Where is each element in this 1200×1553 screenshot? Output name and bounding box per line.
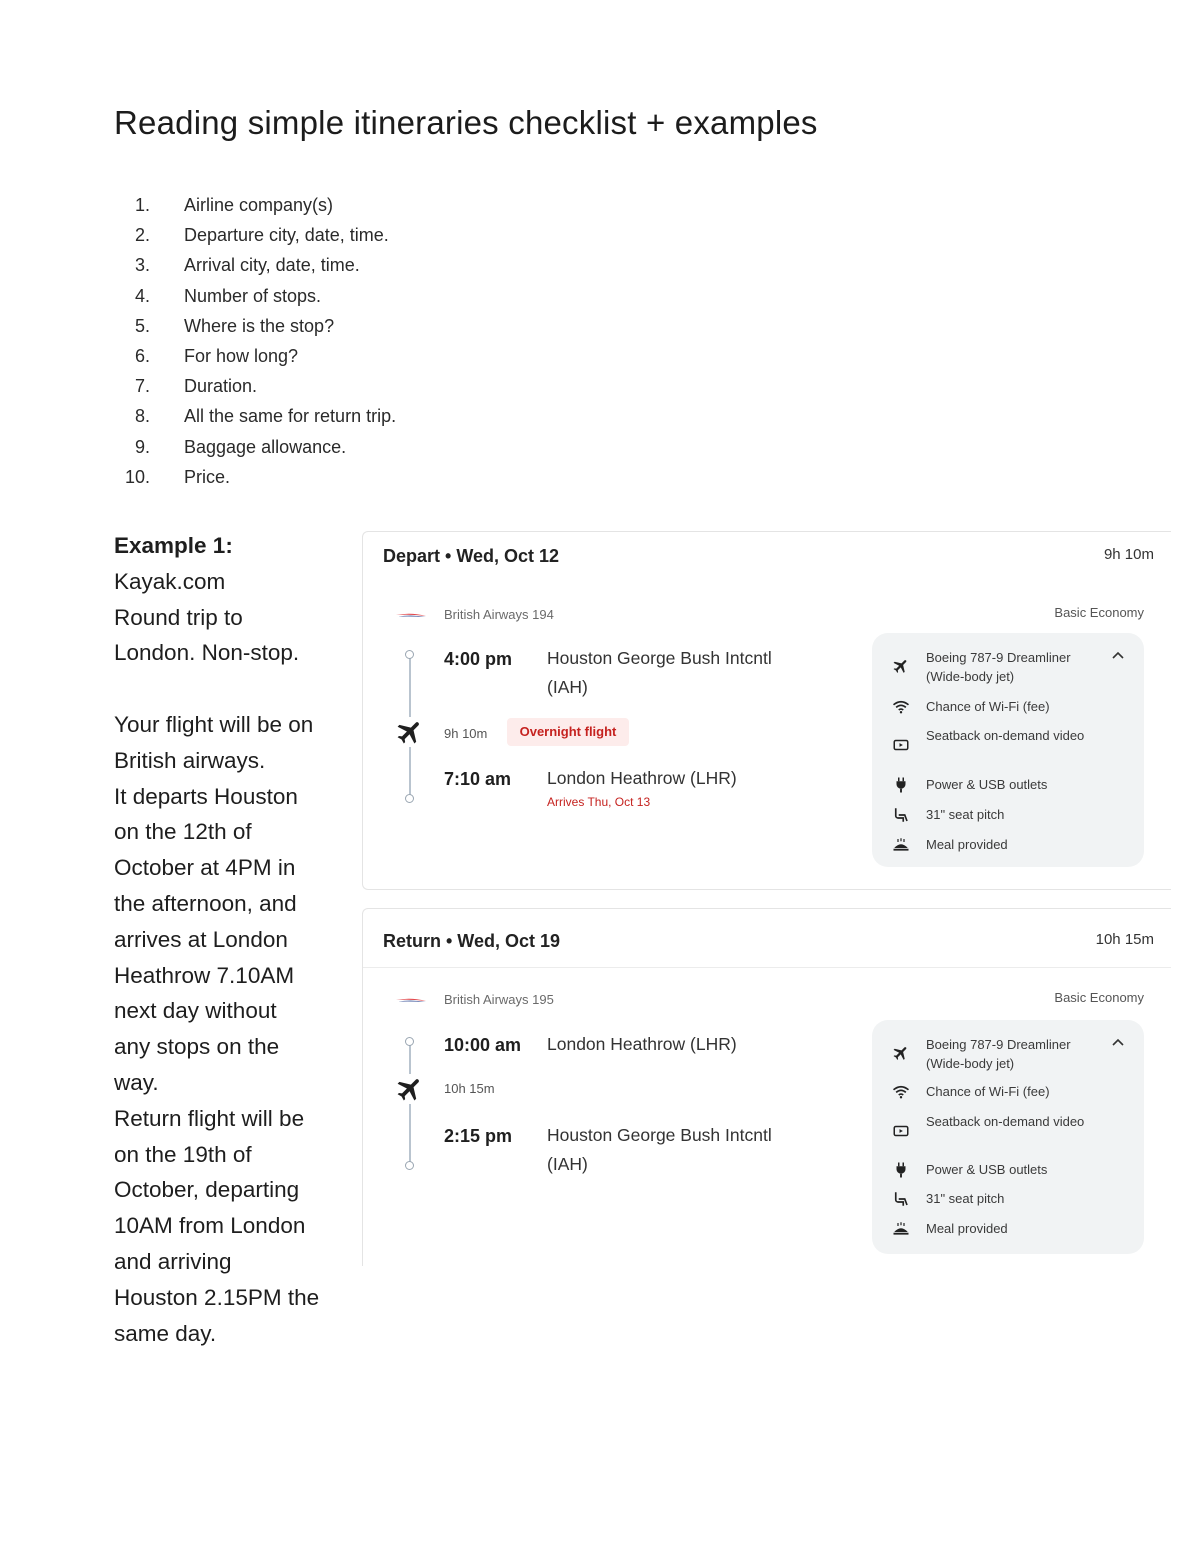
- list-number: 5.: [134, 315, 150, 336]
- example-line: way.: [114, 1069, 159, 1095]
- example-line: Houston 2.15PM the: [114, 1284, 320, 1310]
- list-text: Where is the stop?: [184, 315, 335, 336]
- return-flight-card[interactable]: [362, 908, 1171, 1266]
- example-line: Your flight will be on: [114, 711, 314, 737]
- amenity-label: Power & USB outlets: [926, 1162, 1048, 1177]
- example-line: any stops on the: [114, 1034, 280, 1060]
- example-line: Heathrow 7.10AM: [114, 962, 295, 988]
- overnight-badge: Overnight flight: [507, 718, 629, 746]
- fare-class: Basic Economy: [1054, 605, 1144, 620]
- arrival-time: 2:15 pm: [444, 1126, 513, 1146]
- meal-icon: [892, 836, 910, 854]
- airplane-icon: [395, 717, 425, 747]
- arrival-time: 7:10 am: [444, 769, 512, 789]
- amenity-label: 31" seat pitch: [926, 807, 1005, 822]
- screen-icon: [892, 736, 910, 754]
- list-number: 10.: [124, 466, 150, 487]
- amenity-label: 31" seat pitch: [926, 1191, 1005, 1206]
- amenity-label: Chance of Wi-Fi (fee): [926, 1084, 1050, 1099]
- list-item: [114, 220, 389, 250]
- list-text: Baggage allowance.: [184, 436, 347, 457]
- example-line: Round trip to: [114, 604, 243, 630]
- list-text: Price.: [184, 466, 231, 487]
- arrival-dot: [405, 794, 414, 803]
- amenities-panel[interactable]: [872, 1020, 1144, 1254]
- list-number: 8.: [134, 406, 150, 427]
- amenity-label: Power & USB outlets: [926, 777, 1048, 792]
- amenity-label: Chance of Wi-Fi (fee): [926, 699, 1050, 714]
- departure-airport: London Heathrow (LHR): [547, 1034, 737, 1054]
- meal-icon: [892, 1220, 910, 1238]
- chevron-up-icon[interactable]: [1112, 1038, 1124, 1046]
- return-label: Return • Wed, Oct 19: [383, 931, 561, 951]
- list-item: [114, 401, 397, 431]
- airline-name: British Airways 194: [444, 607, 554, 622]
- amenity-label: Meal provided: [926, 837, 1008, 852]
- fare-class: Basic Economy: [1054, 990, 1144, 1005]
- power-plug-icon: [892, 1161, 910, 1179]
- airplane-icon: [892, 1044, 910, 1062]
- list-item: [114, 341, 299, 371]
- list-item: [114, 371, 258, 401]
- depart-header[interactable]: [363, 532, 1171, 590]
- departure-dot: [405, 650, 414, 659]
- return-total-duration: 10h 15m: [1095, 931, 1154, 948]
- example-heading: Example 1:: [114, 533, 233, 558]
- list-item: [114, 250, 360, 280]
- power-plug-icon: [892, 776, 910, 794]
- list-item: [114, 462, 231, 492]
- example-line: arrives at London: [114, 926, 288, 952]
- arrival-airport: London Heathrow (LHR): [547, 768, 737, 788]
- amenity-label: Meal provided: [926, 1221, 1008, 1236]
- flight-duration: 9h 10m: [444, 726, 488, 741]
- arrival-dot: [405, 1161, 414, 1170]
- list-text: Arrival city, date, time.: [184, 255, 360, 276]
- wifi-icon: [892, 698, 910, 716]
- list-number: 7.: [134, 376, 150, 397]
- example-line: next day without: [114, 998, 277, 1024]
- list-item: [114, 190, 334, 220]
- arrival-airport: Houston George Bush Intcntl (IAH): [547, 1125, 772, 1174]
- depart-flight-card[interactable]: [362, 531, 1171, 890]
- departure-airport: Houston George Bush Intcntl (IAH): [547, 648, 772, 697]
- wifi-icon: [892, 1083, 910, 1101]
- flight-duration: 10h 15m: [444, 1081, 495, 1096]
- paragraph-gap: [114, 671, 354, 707]
- return-header[interactable]: [363, 909, 1171, 968]
- list-item: [114, 281, 322, 311]
- seat-icon: [892, 806, 910, 824]
- british-airways-logo-icon: [396, 613, 426, 619]
- example-line: British airways.: [114, 747, 266, 773]
- example-line: same day.: [114, 1320, 217, 1346]
- list-text: Number of stops.: [184, 285, 322, 306]
- example-line: 10AM from London: [114, 1213, 306, 1239]
- list-text: All the same for return trip.: [184, 406, 397, 427]
- airline-row: [363, 604, 1171, 628]
- example-line: on the 12th of: [114, 819, 252, 845]
- list-item: [114, 311, 335, 341]
- departure-time: 4:00 pm: [444, 649, 513, 669]
- checklist: [114, 190, 397, 492]
- british-airways-logo-icon: [396, 998, 426, 1004]
- list-text: Duration.: [184, 376, 258, 397]
- departure-time: 10:00 am: [444, 1035, 522, 1055]
- airplane-icon: [892, 657, 910, 675]
- list-number: 1.: [134, 195, 150, 215]
- departure-dot: [405, 1037, 414, 1046]
- example-line: October at 4PM in: [114, 855, 296, 881]
- depart-label: Depart • Wed, Oct 12: [383, 546, 560, 566]
- example-text: [114, 528, 354, 1351]
- timeline-line: [409, 1045, 411, 1165]
- depart-total-duration: 9h 10m: [1103, 546, 1154, 563]
- example-line: Return flight will be: [114, 1105, 305, 1131]
- list-text: Airline company(s): [184, 195, 334, 215]
- list-text: Departure city, date, time.: [184, 225, 389, 246]
- screen-icon: [892, 1122, 910, 1140]
- amenity-label: Boeing 787-9 Dreamliner (Wide-body jet): [926, 650, 1071, 684]
- list-item: [114, 432, 347, 462]
- list-text: For how long?: [184, 345, 299, 366]
- example-line: October, departing: [114, 1177, 300, 1203]
- page-title: Reading simple itineraries checklist + examples: [114, 104, 818, 141]
- example-line: It departs Houston: [114, 783, 298, 809]
- list-number: 9.: [134, 436, 150, 457]
- seat-icon: [892, 1190, 910, 1208]
- arrives-next-day-note: Arrives Thu, Oct 13: [547, 795, 651, 809]
- amenity-label: Seatback on-demand video: [926, 728, 1085, 743]
- list-number: 6.: [134, 345, 150, 366]
- list-number: 4.: [134, 285, 150, 306]
- airline-row: [363, 989, 1171, 1013]
- amenities-panel[interactable]: [872, 633, 1144, 867]
- amenity-label: Seatback on-demand video: [926, 1114, 1085, 1129]
- example-line: London. Non-stop.: [114, 640, 300, 666]
- example-line: Kayak.com: [114, 568, 226, 594]
- example-line: the afternoon, and: [114, 890, 297, 916]
- list-number: 3.: [134, 255, 150, 276]
- example-line: and arriving: [114, 1248, 232, 1274]
- airplane-icon: [395, 1074, 425, 1104]
- chevron-up-icon[interactable]: [1112, 651, 1124, 659]
- list-number: 2.: [134, 225, 150, 246]
- amenity-label: Boeing 787-9 Dreamliner (Wide-body jet): [926, 1037, 1071, 1071]
- airline-name: British Airways 195: [444, 992, 554, 1007]
- example-line: on the 19th of: [114, 1141, 252, 1167]
